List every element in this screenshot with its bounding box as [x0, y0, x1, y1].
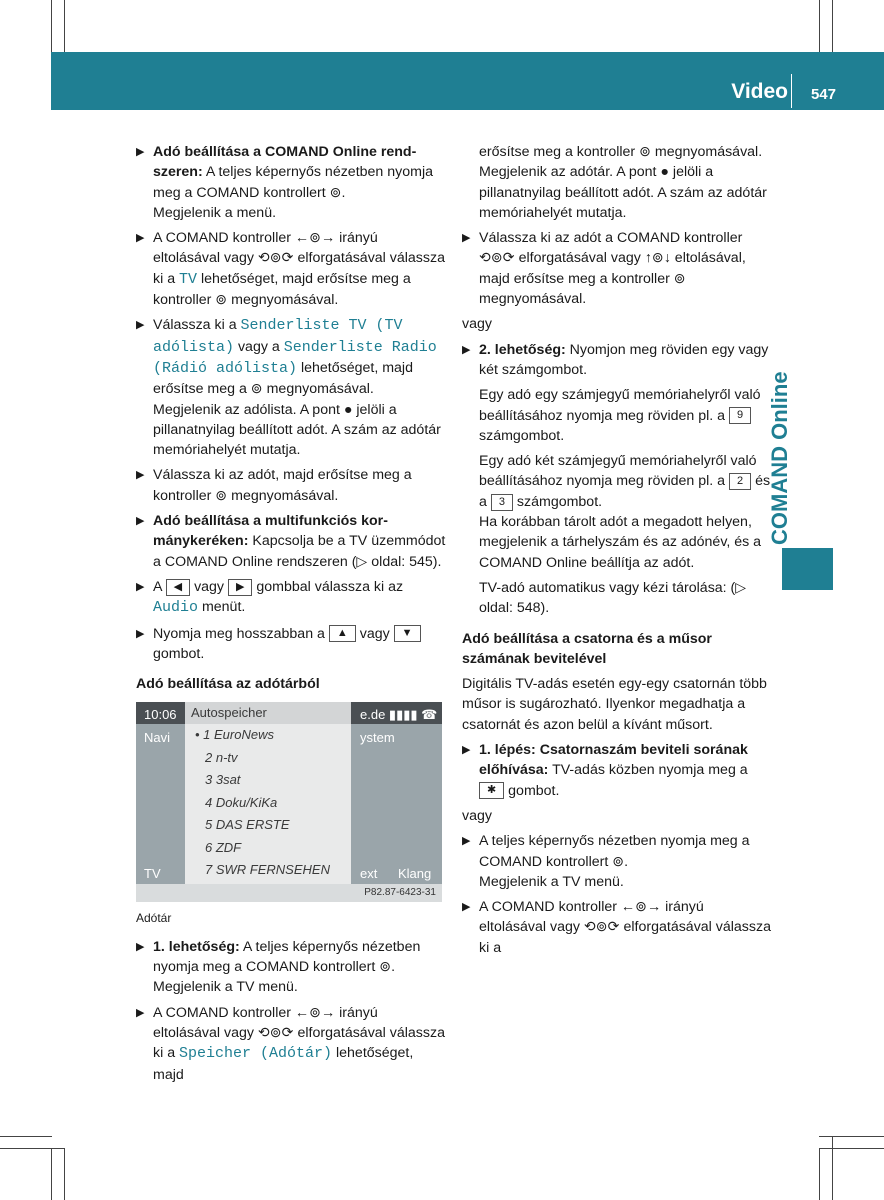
menu-navi: Navi — [144, 730, 171, 746]
continued-text — [462, 142, 772, 223]
section-title: Video — [731, 80, 788, 103]
step-result: Ha korábban tárolt adót a megadott helyen, megjelenik a tárhelyszám és az adónév, és a COMAND Online beállítja az adót. — [479, 514, 762, 571]
list-item — [136, 511, 446, 572]
step-text: lehetőséget, majd — [153, 1045, 414, 1083]
step-text: Egy adó két számjegyű memóriahelyről való beállításához nyomja meg röviden pl. a — [479, 453, 757, 490]
step-text: és a — [479, 473, 771, 510]
step-result: Megjelenik az adótár. A pont ● jelöli a pillanatnyilag beállított adót. A szám az adótár memóriahelyét mutatja. — [479, 164, 767, 221]
crop-mark — [819, 1148, 884, 1149]
crop-mark — [819, 1136, 884, 1137]
list-item: 2 n-tv — [205, 749, 238, 765]
bullet-icon: ▶ — [136, 940, 145, 953]
menu-system: ystem — [360, 730, 395, 746]
page-number: 547 — [810, 86, 836, 103]
step-text: erősítse meg a kontroller ⊚ megnyomásával. — [479, 144, 763, 160]
paragraph — [462, 385, 772, 446]
list-item: 6 ZDF — [205, 839, 242, 855]
list-item — [462, 831, 772, 892]
paragraph: TV-adó automatikus vagy kézi tárolása: (▷ oldal: 548). — [479, 579, 747, 617]
crop-mark — [0, 1136, 52, 1137]
step-heading: 2. lehetőség: — [479, 341, 566, 358]
list-item — [136, 937, 446, 998]
bullet-icon: ▶ — [462, 835, 471, 848]
menu-tv: TV — [144, 866, 161, 882]
step-result: Megjelenik a TV menü. — [153, 979, 298, 996]
menu-sound: Klang — [398, 866, 432, 882]
list-item — [136, 624, 446, 665]
step-text: gombot. — [153, 645, 205, 662]
right-key: ▶ — [228, 579, 252, 596]
step-text: gombbal válassza ki az — [256, 578, 404, 595]
step-text: A COMAND kontroller ←⊚→ irányú eltolásával vagy ⟲⊚⟳ elforgatásával válassza ki a — [479, 899, 771, 956]
list-item — [462, 228, 772, 309]
step-result: Megjelenik a TV menü. — [479, 873, 624, 890]
step-text: menüt. — [198, 599, 246, 616]
bullet-icon: ▶ — [136, 1006, 145, 1019]
chapter-label: COMAND Online — [767, 371, 792, 545]
step-text: gombot. — [508, 782, 560, 799]
number-key-3: 3 — [491, 494, 513, 511]
list-item: 7 SWR FERNSEHEN — [205, 862, 330, 878]
menu-option: Speicher (Adótár) — [179, 1045, 333, 1063]
station-list-menu — [185, 702, 351, 884]
step-text: Nyomjon meg röviden egy vagy két számgombot. — [479, 341, 769, 378]
asterisk-key: ✱ — [479, 782, 504, 799]
step-result: Megjelenik a menü. — [153, 204, 277, 221]
step-text: Válassza ki az adót, majd erősítse meg a kontroller ⊚ megnyomásával. — [153, 467, 412, 504]
step-text: Egy adó egy számjegyű memóriahelyről való beállításához nyomja meg röviden pl. a — [479, 387, 761, 424]
header-divider — [791, 74, 792, 108]
bullet-icon: ▶ — [136, 627, 145, 640]
bullet-icon: ▶ — [136, 146, 145, 158]
list-item: 5 DAS ERSTE — [205, 817, 290, 833]
bullet-icon: ▶ — [462, 232, 471, 245]
crop-mark — [832, 1136, 833, 1200]
section-heading: Adó beállítása a csatorna és a műsor számának bevitelével — [462, 630, 712, 667]
step-text: lehetőséget, majd erősítse meg a kontroller ⊚ megnyomásával. — [153, 270, 411, 309]
crop-mark — [51, 1148, 52, 1200]
menu-title: Autospeicher — [185, 702, 351, 724]
down-key: ▼ — [394, 625, 421, 642]
step-text: Kapcsolja be a TV üzemmódot a COMAND Online rendszeren (▷ oldal: 545). — [153, 533, 446, 570]
list-item — [136, 1003, 446, 1085]
list-item — [462, 740, 772, 801]
crop-mark — [64, 1148, 65, 1200]
step-text: Nyomja meg hosszabban a — [153, 625, 325, 642]
step-result: Megjelenik az adólista. A pont ● jelöli a pillanatnyilag beállított adót. A szám az adótár memóriahelyét mutatja. — [153, 401, 441, 459]
step-text: A COMAND kontroller ←⊚→ irányú eltolásával vagy ⟲⊚⟳ elforgatásával válassza ki a — [153, 230, 445, 287]
menu-option: Senderliste TV (TV adólista) — [153, 317, 403, 356]
bullet-icon: ▶ — [136, 515, 145, 528]
bullet-icon: ▶ — [136, 580, 145, 593]
figure-caption: Adótár — [136, 911, 172, 926]
step-text: számgombot. — [516, 493, 603, 510]
bullet-icon: ▶ — [136, 319, 145, 332]
step-text: A teljes képernyős nézetben nyomja meg a COMAND kontrollert ⊚. — [153, 938, 421, 976]
crop-mark — [51, 0, 52, 52]
list-item: • 1 EuroNews — [195, 727, 274, 743]
step-text: TV-adás közben nyomja meg a — [548, 762, 748, 779]
or-text: vagy — [462, 316, 492, 333]
chapter-tab — [782, 548, 833, 590]
up-key: ▲ — [329, 625, 356, 642]
crop-mark — [0, 1148, 64, 1149]
or-text: vagy — [462, 807, 492, 824]
step-text: vagy — [359, 625, 390, 642]
bullet-icon: ▶ — [462, 343, 471, 356]
step-heading: 1. lehetőség: — [153, 938, 240, 955]
list-item — [462, 897, 772, 958]
bullet-icon: ▶ — [136, 232, 145, 245]
step-heading: 1. lépés: Csatornaszám beviteli sorának előhívása: — [479, 742, 748, 779]
step-text: A — [153, 578, 162, 595]
step-heading: Adó beállítása a multifunkciós kormánykeréken: — [153, 513, 388, 550]
list-item: 4 Doku/KiKa — [205, 794, 278, 810]
left-key: ◀ — [166, 579, 190, 596]
step-heading: Adó beállítása a COMAND Online rendszeren: — [153, 144, 417, 181]
bullet-icon: ▶ — [136, 469, 145, 482]
menu-option: TV — [179, 270, 198, 288]
paragraph: Digitális TV-adás esetén egy-egy csatornán több műsor is sugározható. Ilyenkor megadhatja a csatornát és azon belül a kívánt műsort. — [462, 676, 767, 733]
step-text: A teljes képernyős nézetben nyomja meg a COMAND kontrollert ⊚. — [479, 833, 750, 870]
crop-mark — [819, 1148, 820, 1200]
bullet-icon: ▶ — [462, 901, 471, 914]
list-item — [136, 228, 446, 310]
right-column — [462, 142, 772, 963]
list-item — [136, 315, 446, 460]
list-item — [136, 465, 446, 506]
list-item — [462, 340, 772, 381]
menu-option: Senderliste Radio (Rádió adólista) — [153, 338, 437, 377]
step-text: lehetőséget, majd erősítse meg a ⊚ megnyomásával. — [153, 359, 413, 398]
number-key-2: 2 — [729, 473, 751, 490]
paragraph — [462, 451, 772, 573]
list-item — [136, 577, 446, 619]
menu-text: ext — [360, 866, 378, 882]
page-header — [51, 52, 884, 110]
menu-option: Audio — [153, 599, 199, 617]
clock: 10:06 — [144, 707, 177, 723]
figure-ref-text: P82.87-6423-31 — [364, 887, 436, 899]
crop-mark — [64, 0, 65, 52]
section-heading: Adó beállítása az adótárból — [136, 676, 320, 693]
step-text: A COMAND kontroller ←⊚→ irányú eltolásával vagy ⟲⊚⟳ elforgatásával válassza ki a — [153, 1004, 445, 1062]
bullet-icon: ▶ — [462, 744, 471, 757]
status-icons: e.de ▮▮▮▮ ☎ — [360, 707, 438, 723]
number-key-9: 9 — [729, 407, 751, 424]
list-item — [136, 142, 446, 223]
left-column — [136, 142, 446, 1090]
screen-figure — [136, 702, 442, 902]
crop-mark — [832, 0, 833, 52]
step-text: vagy a — [234, 338, 284, 355]
step-text: számgombot. — [479, 427, 565, 444]
crop-mark — [819, 0, 820, 52]
step-text: Válassza ki a — [153, 317, 241, 334]
step-text: Válassza ki az adót a COMAND kontroller ⟲⊚⟳ elforgatásával vagy ↑⊚↓ eltolásával, majd erősítse meg a kontroller ⊚ megnyomásával. — [479, 230, 746, 308]
step-text: vagy — [194, 578, 225, 595]
list-item: 3 3sat — [205, 772, 241, 788]
figure-reference — [136, 884, 442, 902]
step-text: A teljes képernyős nézetben nyomja meg a COMAND kontrollert ⊚. — [153, 164, 433, 201]
